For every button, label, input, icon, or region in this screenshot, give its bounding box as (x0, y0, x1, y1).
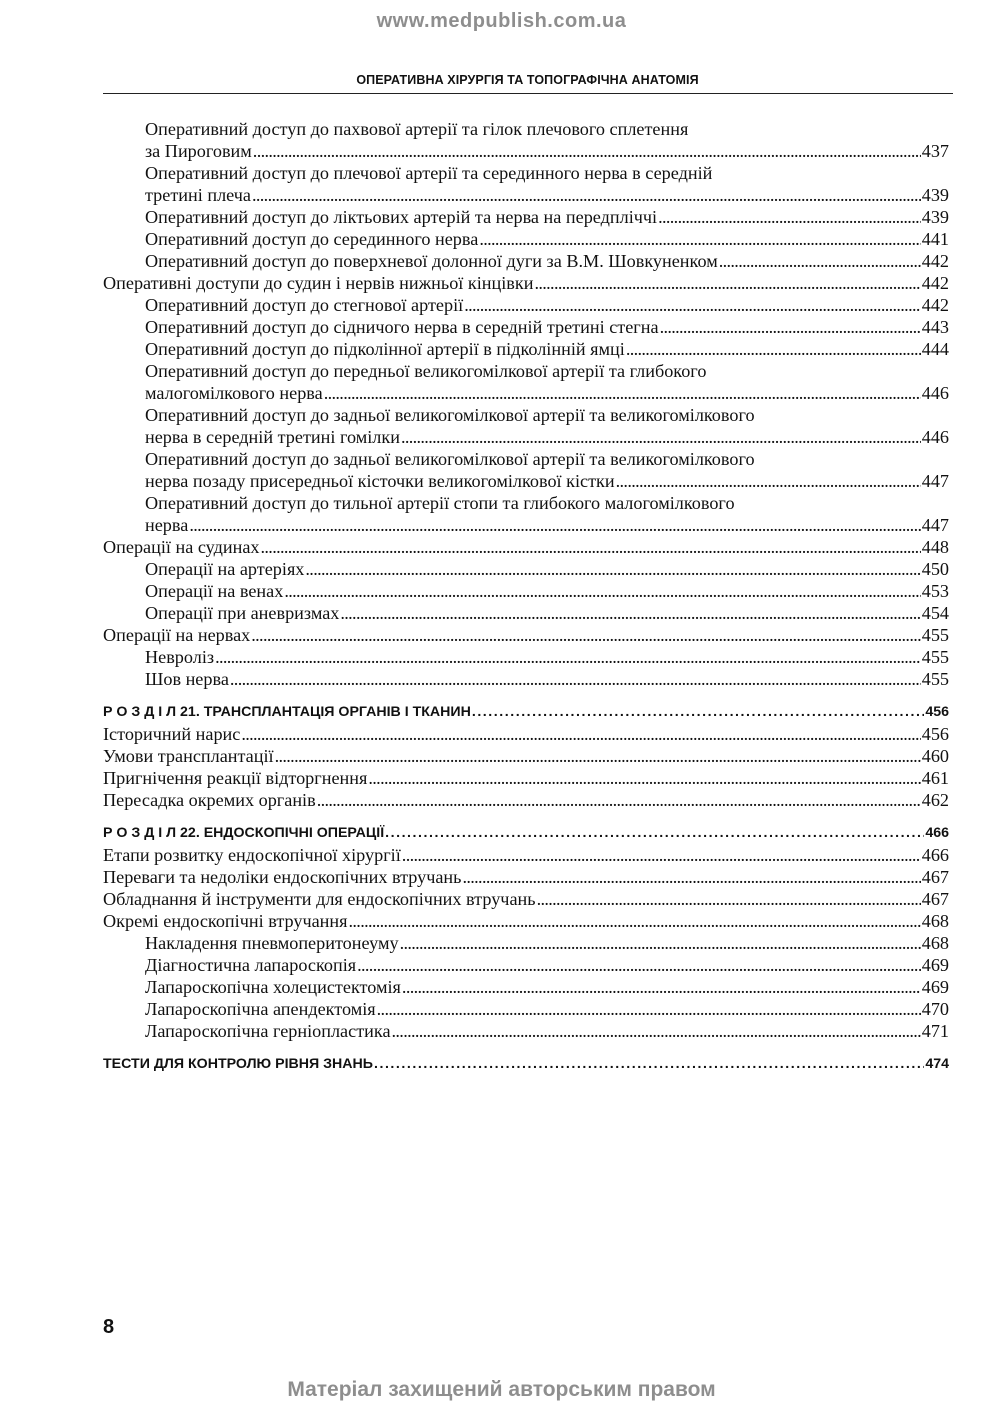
toc-entry (103, 272, 949, 294)
toc-entry (103, 338, 949, 360)
toc-leader (357, 954, 921, 976)
toc-entry-title: Оперативний доступ до стегнової артерії (145, 295, 464, 315)
toc-leader (349, 910, 921, 932)
toc-page-number: 456 (921, 724, 949, 744)
toc-entry-title: Оперативний доступ до поверхневої долонної дуги за В.М. Шовкуненком (145, 251, 718, 271)
toc-page-number: 468 (921, 933, 949, 953)
toc-leader (719, 250, 921, 272)
toc-page-number: 447 (921, 515, 949, 535)
toc-entry (103, 1020, 949, 1042)
toc-page-number: 474 (925, 1056, 949, 1072)
toc-page-number: 469 (921, 955, 949, 975)
toc-entry (103, 206, 949, 228)
toc-leader (305, 558, 920, 580)
toc-entry-title: третині плеча (145, 185, 251, 205)
toc-leader (241, 723, 920, 745)
toc-section-heading (103, 702, 949, 722)
toc-leader (464, 294, 921, 316)
toc-leader (400, 932, 921, 954)
toc-entry (103, 745, 949, 767)
toc-leader (377, 998, 921, 1020)
toc-page-number: 455 (921, 647, 949, 667)
toc-entry-title: Пригнічення реакції відторгнення (103, 768, 368, 788)
page-number: 8 (103, 1316, 115, 1338)
toc-entry (103, 118, 949, 162)
table-of-contents (103, 118, 949, 1075)
toc-entry-title: Операції при аневризмах (145, 603, 340, 623)
toc-leader (626, 338, 921, 360)
toc-entry-title: Діагностична лапароскопія (145, 955, 357, 975)
toc-entry-title-line1: Оперативний доступ до задньої великогомілкової артерії та великогомілкового (145, 449, 755, 469)
toc-leader (253, 140, 921, 162)
toc-entry-title-line1: Оперативний доступ до плечової артерії та серединного нерва в середній (145, 163, 713, 183)
toc-entry-title: за Пироговим (145, 141, 252, 161)
toc-page-number: 466 (925, 825, 949, 841)
toc-leader (230, 668, 921, 690)
toc-page-number: 467 (921, 889, 949, 909)
toc-section-heading (103, 1054, 949, 1074)
toc-leader (275, 745, 921, 767)
toc-page-number: 454 (921, 603, 949, 623)
toc-entry (103, 162, 949, 206)
toc-entry (103, 624, 949, 646)
toc-leader (534, 272, 920, 294)
toc-entry-title: Лапароскопічна герніопластика (145, 1021, 391, 1041)
toc-entry (103, 360, 949, 404)
toc-entry-title: Оперативний доступ до підколінної артерії в підколінній ямці (145, 339, 625, 359)
toc-entry-title: Невроліз (145, 647, 215, 667)
toc-entry-title: Операції на судинах (103, 537, 260, 557)
toc-leader (317, 789, 921, 811)
toc-page-number: 446 (921, 383, 949, 403)
toc-entry (103, 228, 949, 250)
toc-leader (374, 1054, 924, 1074)
toc-entry-title: Накладення пневмоперитонеуму (145, 933, 399, 953)
toc-page-number: 460 (921, 746, 949, 766)
toc-entry-title: нерва в середній третині гомілки (145, 427, 400, 447)
toc-entry-title: нерва (145, 515, 189, 535)
toc-entry-title: Операції на венах (145, 581, 284, 601)
toc-entry-title-line1: Оперативний доступ до пахвової артерії та гілок плечового сплетення (145, 119, 689, 139)
toc-entry (103, 316, 949, 338)
toc-page-number: 439 (921, 207, 949, 227)
toc-section-title: Р О З Д І Л 22. ЕНДОСКОПІЧНІ ОПЕРАЦІЇ (103, 825, 385, 841)
toc-entry-title: Окремі ендоскопічні втручання (103, 911, 348, 931)
toc-page-number: 455 (921, 669, 949, 689)
toc-leader (660, 316, 921, 338)
toc-page-number: 447 (921, 471, 949, 491)
toc-page-number: 439 (921, 185, 949, 205)
watermark-top: www.medpublish.com.ua (376, 10, 627, 32)
toc-entry (103, 448, 949, 492)
toc-entry-title: Пересадка окремих органів (103, 790, 316, 810)
toc-entry (103, 723, 949, 745)
toc-leader (189, 514, 920, 536)
toc-entry (103, 932, 949, 954)
toc-page-number: 450 (921, 559, 949, 579)
toc-page-number: 467 (921, 867, 949, 887)
toc-leader (392, 1020, 921, 1042)
toc-entry (103, 954, 949, 976)
toc-leader (479, 228, 920, 250)
toc-entry (103, 789, 949, 811)
toc-entry (103, 866, 949, 888)
toc-leader (385, 823, 924, 843)
toc-entry (103, 844, 949, 866)
toc-entry (103, 558, 949, 580)
toc-entry-title-line1: Оперативний доступ до передньої великогомілкової артерії та глибокого (145, 361, 707, 381)
toc-page-number: 471 (921, 1021, 949, 1041)
toc-entry-title-line1: Оперативний доступ до тильної артерії стопи та глибокого малогомілкового (145, 493, 735, 513)
toc-leader (402, 844, 921, 866)
toc-leader (472, 702, 924, 722)
toc-page-number: 442 (921, 295, 949, 315)
toc-leader (252, 184, 921, 206)
toc-entry (103, 580, 949, 602)
toc-entry-title: Шов нерва (145, 669, 229, 689)
toc-page-number: 461 (921, 768, 949, 788)
toc-page-number: 446 (921, 427, 949, 447)
toc-page-number: 443 (921, 317, 949, 337)
toc-leader (324, 382, 921, 404)
toc-entry (103, 250, 949, 272)
watermark-bottom: Матеріал захищений авторським правом (287, 1378, 716, 1401)
toc-entry (103, 294, 949, 316)
toc-entry-title: нерва позаду присередньої кісточки великогомілкової кістки (145, 471, 615, 491)
toc-entry (103, 998, 949, 1020)
toc-entry (103, 910, 949, 932)
toc-leader (284, 580, 920, 602)
toc-entry-title: Етапи розвитку ендоскопічної хірургії (103, 845, 401, 865)
toc-leader (616, 470, 921, 492)
toc-entry (103, 888, 949, 910)
toc-entry-title: Оперативний доступ до сідничого нерва в середній третині стегна (145, 317, 659, 337)
toc-entry-title: Переваги та недоліки ендоскопічних втручань (103, 867, 462, 887)
toc-entry-title: Історичний нарис (103, 724, 241, 744)
toc-page-number: 442 (921, 273, 949, 293)
toc-entry-title: Операції на нервах (103, 625, 251, 645)
toc-entry (103, 668, 949, 690)
toc-page-number: 442 (921, 251, 949, 271)
toc-entry (103, 646, 949, 668)
toc-entry-title: Оперативний доступ до ліктьових артерій та нерва на передпліччі (145, 207, 658, 227)
toc-page-number: 453 (921, 581, 949, 601)
toc-entry-title: Операції на артеріях (145, 559, 305, 579)
toc-entry (103, 976, 949, 998)
toc-page-number: 437 (921, 141, 949, 161)
toc-leader (462, 866, 920, 888)
toc-leader (402, 976, 921, 998)
toc-entry-title: Лапароскопічна холецистектомія (145, 977, 401, 997)
toc-entry (103, 404, 949, 448)
toc-entry-title: Лапароскопічна апендектомія (145, 999, 376, 1019)
toc-leader (340, 602, 920, 624)
toc-page-number: 468 (921, 911, 949, 931)
toc-leader (401, 426, 921, 448)
toc-leader (537, 888, 921, 910)
toc-page-number: 456 (925, 704, 949, 720)
toc-page-number: 466 (921, 845, 949, 865)
toc-leader (658, 206, 921, 228)
toc-entry (103, 767, 949, 789)
running-head: ОПЕРАТИВНА ХІРУРГІЯ ТА ТОПОГРАФІЧНА АНАТОМІЯ (356, 73, 699, 87)
toc-page-number: 448 (921, 537, 949, 557)
toc-entry-title-line1: Оперативний доступ до задньої великогомілкової артерії та великогомілкового (145, 405, 755, 425)
toc-entry-title: малогомілкового нерва (145, 383, 323, 403)
toc-page-number: 462 (921, 790, 949, 810)
header-rule (103, 93, 953, 94)
toc-entry-title: Оперативний доступ до серединного нерва (145, 229, 479, 249)
toc-leader (251, 624, 920, 646)
toc-page-number: 455 (921, 625, 949, 645)
toc-entry-title: Оперативні доступи до судин і нервів нижньої кінцівки (103, 273, 534, 293)
toc-entry (103, 536, 949, 558)
toc-section-title: ТЕСТИ ДЛЯ КОНТРОЛЮ РІВНЯ ЗНАНЬ (103, 1056, 373, 1072)
toc-entry (103, 602, 949, 624)
toc-page-number: 444 (921, 339, 949, 359)
toc-leader (215, 646, 921, 668)
toc-entry (103, 492, 949, 536)
toc-entry-title: Умови трансплантації (103, 746, 274, 766)
toc-section-heading (103, 823, 949, 843)
toc-leader (368, 767, 920, 789)
toc-section-title: Р О З Д І Л 21. ТРАНСПЛАНТАЦІЯ ОРГАНІВ І ТКАНИН (103, 704, 471, 720)
toc-page-number: 441 (921, 229, 949, 249)
toc-leader (261, 536, 921, 558)
toc-entry-title: Обладнання й інструменти для ендоскопічних втручань (103, 889, 536, 909)
toc-page-number: 469 (921, 977, 949, 997)
toc-page-number: 470 (921, 999, 949, 1019)
